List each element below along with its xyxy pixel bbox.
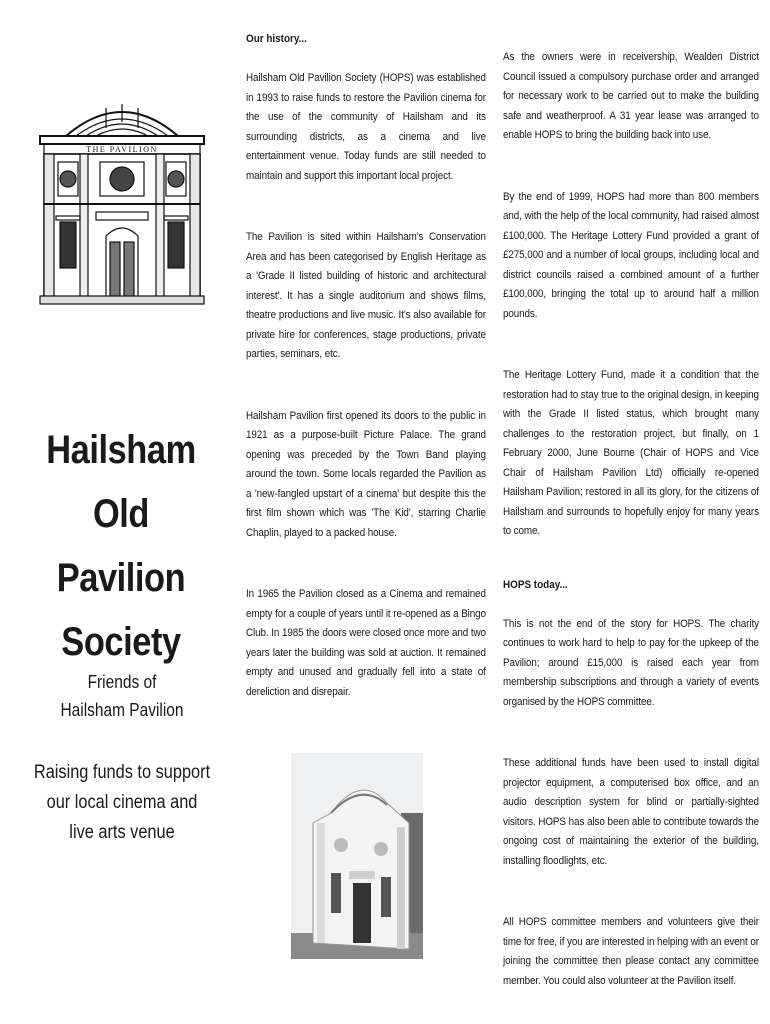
cover-panel [0,0,240,1024]
pavilion-drawing-image [36,96,208,308]
document-title [32,418,209,674]
tagline-line-2: our local cinema and [46,792,198,813]
history-paragraph-3: Hailsham Pavilion first opened its doors to the public in 1921 as a purpose-built Picture Palace. The grand opening was preceded by the Town Band playing around the town. Some locals regarded the Pavilion as a 'new-fangled upstart of a cinema' but despite this the first film shown which was 'The Kid', starring Charlie Chaplin, played to a packed house. [246,409,486,539]
history-paragraph-2: The Pavilion is sited within Hailsham's Conservation Area and has been categorised by English Heritage as a 'Grade II listed building of historic and architectural interest'. It has a single auditorium and shows films, theatre productions and live music. It's also available for private hire for conferences, stage productions, private parties, seminars, etc. [246,231,486,360]
history-paragraph-4: In 1965 the Pavilion closed as a Cinema and remained empty for a couple of years until it re-opened as a Bingo Club. In 1985 the doors were closed once more and two years later the building was sold at auction. It remained empty and unused and gradually fell into a state of dereliction and disrepair. [246,588,486,698]
subtitle-line-2: Hailsham Pavilion [60,700,184,720]
tagline-line-1: Raising funds to support [33,762,211,783]
subtitle-line-1: Friends of [87,672,157,692]
today-paragraph-2: These additional funds have been used to install digital projector equipment, a computerised box office, and an audio description system for blind or partially-sighted visitors. HOPS has also been able to contribute towards the ongoing cost of maintaining the exterior of the building, installing floodlights, etc. [503,757,759,867]
tagline [26,758,219,848]
history-column [246,30,486,702]
restoration-paragraph-2: By the end of 1999, HOPS had more than 800 members and, with the help of the local community, had raised almost £100,000. The Heritage Lottery Fund provided a grant of £275,000 and a number of local groups, including local and district councils raised a combined amount of a further £100,000, bringing the total up to around half a million pounds. [503,190,759,320]
title-line-3: Society [61,620,181,664]
today-paragraph-1: This is not the end of the story for HOPS. The charity continues to work hard to help to pay for the upkeep of the Pavilion; around £15,000 is raised each year from membership subscriptions and through a variety of events organised by the HOPS committee. [503,617,759,708]
history-paragraph-1: Hailsham Old Pavilion Society (HOPS) was established in 1993 to raise funds to restore the Pavilion cinema for the use of the community of Hailsham and its surrounding districts, as a cinema and live entertainment venue. Today funds are still needed to maintain and support this important local project. [246,72,486,182]
title-line-2: Old Pavilion [56,492,186,600]
title-line-1: Hailsham [46,428,196,472]
pavilion-sign-text: THE PAVILION [86,145,158,154]
today-paragraph-3: All HOPS committee members and volunteers give their time for free, if you are interested in helping with an event or joining the committee then please contact any committee member. You could also volunteer at the Pavilion itself. [503,916,759,987]
history-heading: Our history... [246,33,307,45]
hops-today-heading: HOPS today... [503,578,568,591]
today-column [503,48,759,991]
subtitle [34,668,209,724]
restoration-paragraph-3: The Heritage Lottery Fund, made it a condition that the restoration had to stay true to the original design, in keeping with the Grade II listed status, which brought many challenges to the restoration project, but finally, on 1 February 2000, June Bourne (Chair of HOPS and Vice Chair of Hailsham Pavilion Ltd) officially re-opened Hailsham Pavilion; restored in all its glory, for the citizens of Hailsham and surrounds to hopefully enjoy for many years to come. [503,369,759,537]
tagline-line-3: live arts venue [69,822,175,843]
pavilion-photo-image [291,753,423,959]
restoration-paragraph-1: As the owners were in receivership, Wealden District Council issued a compulsory purchase order and arranged for necessary work to be carried out to make the building safe and weatherproof. A 31 year lease was arranged to enable HOPS to bring the building back into use. [503,51,759,141]
